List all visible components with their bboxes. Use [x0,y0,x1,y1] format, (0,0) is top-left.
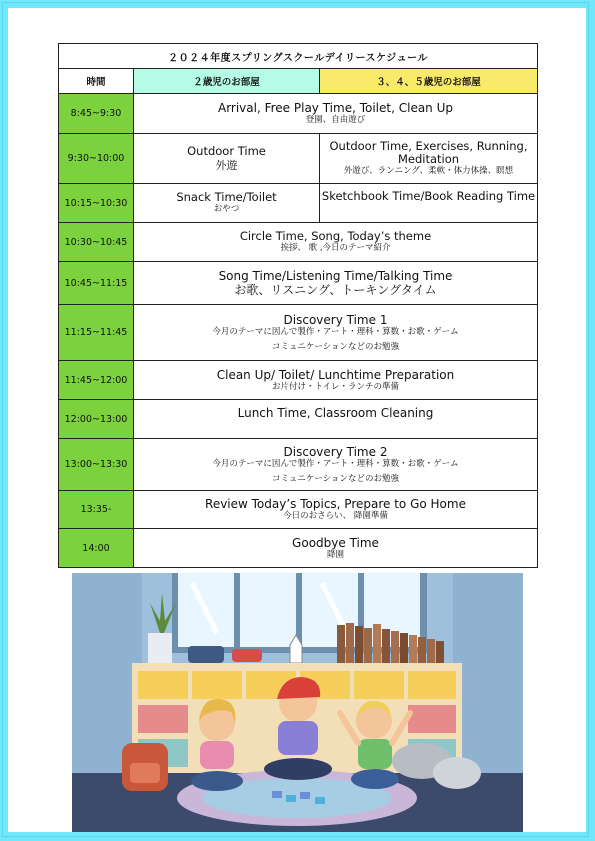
activity-en: Discovery Time 1 [283,312,388,327]
activity-en: Discovery Time 2 [283,444,388,459]
kids-classroom-illustration [72,573,523,832]
activity-en: Snack Time/Toilet [176,190,277,204]
schedule-row [59,305,538,361]
activity-en: Goodbye Time [292,535,379,550]
activity-cell-2yo [134,134,320,184]
activity-en: Outdoor Time [187,143,266,158]
time-cell: 11:15~11:45 [59,305,134,361]
activity-cell-345yo [320,134,538,184]
activity-en: Review Today’s Topics, Prepare to Go Home [205,497,466,511]
activity-jp: 今月のテーマに因んで製作・アート・理科・算数・お歌・ゲーム [212,326,459,337]
header-345yo-room: ３、４、５歳児のお部屋 [320,69,538,94]
activity-jp: 外遊び、ランニング、柔軟・体力体操、瞑想 [343,166,514,176]
time-cell: 13:35- [59,491,134,529]
activity-en: Song Time/Listening Time/Talking Time [218,268,453,283]
backpack-icon [122,743,168,791]
activity-en: Lunch Time, Classroom Cleaning [237,406,434,420]
schedule-row [59,361,538,400]
schedule-row [59,134,538,184]
activity-jp: 登園、自由遊び [305,115,366,125]
activity-cell [134,262,538,305]
activity-cell [134,94,538,134]
time-cell: 14:00 [59,529,134,568]
time-cell: 10:15~10:30 [59,184,134,223]
activity-en: Arrival, Free Play Time, Toilet, Clean Up [217,101,454,115]
time-cell: 12:00~13:00 [59,400,134,439]
time-cell: 8:45~9:30 [59,94,134,134]
activity-jp-line2: コミュニケーションなどのお勉強 [272,473,399,484]
activity-jp: 外遊 [215,158,238,172]
header-time: 時間 [59,69,134,94]
radio-icon [188,646,224,663]
activity-jp: 挨拶、 歌 ,今日のテーマ紹介 [280,243,391,253]
activity-cell-2yo [134,184,320,223]
activity-jp: 降園 [326,549,344,560]
time-cell: 9:30~10:00 [59,134,134,184]
activity-jp: 今月のテーマに因んで製作・アート・理科・算数・お歌・ゲーム [212,458,459,469]
toy-car-icon [232,649,262,662]
activity-cell [134,400,538,439]
schedule-row [59,184,538,223]
activity-cell [134,305,538,361]
schedule-row [59,94,538,134]
activity-jp: お片付け・トイレ・ランチの準備 [271,381,400,392]
time-cell: 13:00~13:30 [59,439,134,491]
activity-cell [134,361,538,400]
activity-en: Circle Time, Song, Today’s theme [239,229,432,243]
activity-en: Clean Up/ Toilet/ Lunchtime Preparation [216,367,455,382]
schedule-title: ２０２４年度スプリングスクールデイリースケジュール [59,44,538,69]
schedule-row [59,262,538,305]
schedule-row [59,400,538,439]
time-cell: 10:30~10:45 [59,223,134,262]
activity-en: Sketchbook Time/Book Reading Time [321,189,536,203]
activity-jp-line2: コミュニケーションなどのお勉強 [272,341,399,352]
schedule-row [59,223,538,262]
activity-cell [134,223,538,262]
header-2yo-room: ２歳児のお部屋 [134,69,320,94]
time-cell: 10:45~11:15 [59,262,134,305]
schedule-row [59,529,538,568]
activity-jp: お歌、リスニング、トーキングタイム [234,282,437,297]
activity-en: Outdoor Time, Exercises, Running, Meditation [329,139,528,166]
schedule-row [59,491,538,529]
schedule-row [59,439,538,491]
activity-jp: おやつ [213,204,240,214]
activity-cell [134,491,538,529]
schedule-table [58,43,538,568]
time-cell: 11:45~12:00 [59,361,134,400]
activity-cell-345yo [320,184,538,223]
activity-cell [134,529,538,568]
activity-cell [134,439,538,491]
activity-jp: 今日のおさらい、 降園準備 [283,511,388,521]
